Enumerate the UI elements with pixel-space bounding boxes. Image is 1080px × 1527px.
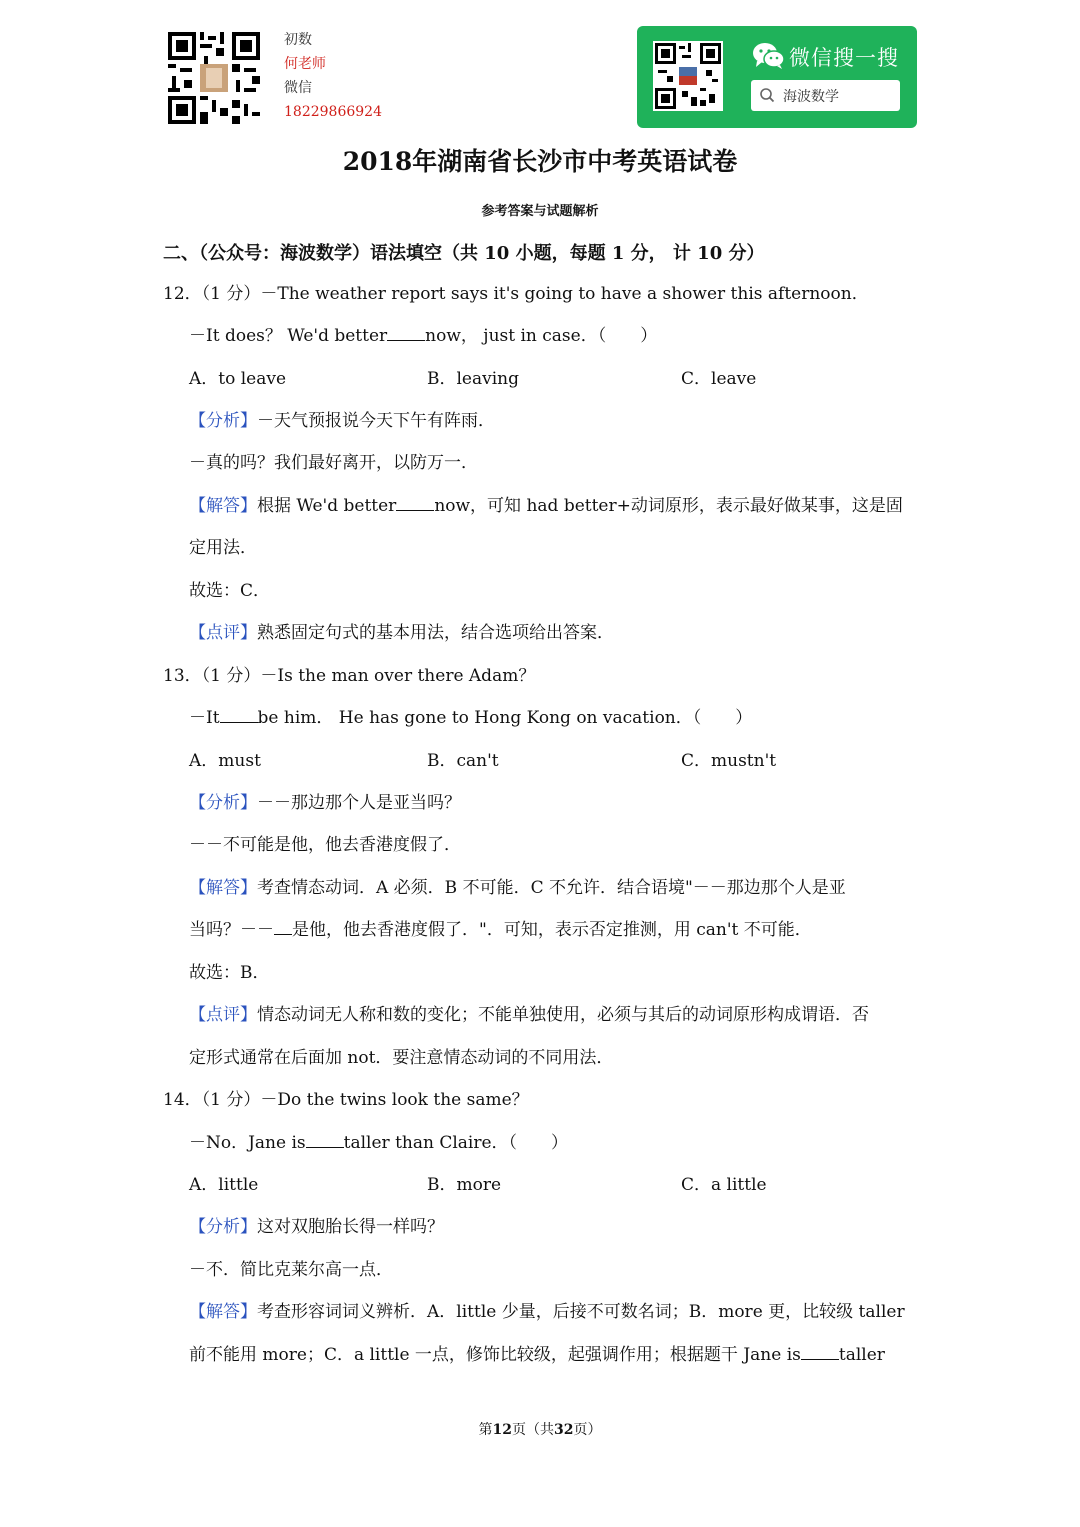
q12-dialogue-part1: －It does？ We'd better — [189, 326, 388, 346]
q13-dialogue — [189, 706, 752, 730]
q12-dialogue — [189, 324, 657, 348]
answer-tag: 【解答】 — [189, 878, 257, 898]
footer-mid: 页（共 — [512, 1422, 554, 1438]
q13-answer-part2: 是他，他去香港度假了．"．可知，表示否定推测，用 can't 不可能． — [292, 920, 812, 940]
q12-comment-text: 熟悉固定句式的基本用法，结合选项给出答案． — [257, 623, 614, 643]
q12-option-b: B．leaving — [427, 369, 519, 389]
q12-answer-line2: 定用法． — [189, 538, 257, 558]
q14-option-c: C．a little — [681, 1175, 767, 1195]
q14-answer — [189, 1300, 905, 1324]
q13-comment-text: 情态动词无人称和数的变化；不能单独使用，必须与其后的动词原形构成谓语．否 — [257, 1005, 869, 1025]
page-title: 2018年湖南省长沙市中考英语试卷 — [342, 147, 738, 176]
footer-page-number: 12 — [492, 1422, 512, 1438]
q13-answer-text: 考查情态动词．A 必须．B 不可能．C 不允许．结合语境"－－那边那个人是亚 — [257, 878, 846, 898]
q13-answer — [189, 876, 846, 900]
contact-line-teacher: 何老师 — [284, 56, 326, 72]
q13-choice: 故选：B． — [189, 963, 270, 983]
analysis-tag: 【分析】 — [189, 411, 257, 431]
page-subtitle: 参考答案与试题解析 — [481, 204, 599, 219]
answer-tag: 【解答】 — [189, 1302, 257, 1322]
wechat-search-box[interactable] — [751, 80, 900, 111]
q14-dialogue — [189, 1131, 568, 1155]
q13-dialogue-part1: －It — [189, 708, 220, 728]
q14-answer-text: 考查形容词词义辨析．A．little 少量，后接不可数名词；B．more 更，比较级 taller — [257, 1302, 905, 1322]
q14-answer-part2: taller — [838, 1345, 885, 1365]
q14-stem: 14．（1 分）－Do the twins look the same？ — [163, 1090, 529, 1110]
q13-dialogue-part2: be him． He has gone to Hong Kong on vacation．（ ） — [257, 708, 753, 728]
contact-line-wechat: 微信 — [284, 80, 312, 96]
q13-comment — [189, 1003, 869, 1027]
q12-option-c: C．leave — [681, 369, 757, 389]
q12-answer-part1: 根据 We'd better — [257, 496, 397, 516]
answer-blank — [274, 918, 292, 935]
q12-answer-part2: now，可知 had better+动词原形，表示最好做某事，这是固 — [434, 496, 903, 516]
wechat-qr-icon — [653, 41, 723, 111]
answer-blank — [306, 1131, 344, 1148]
q13-answer-line2 — [189, 918, 812, 942]
q13-stem: 13．（1 分）－Is the man over there Adam？ — [163, 666, 536, 686]
q12-option-a: A．to leave — [189, 369, 287, 389]
footer-post: 页） — [573, 1422, 602, 1438]
answer-tag: 【解答】 — [189, 496, 257, 516]
q13-option-c: C．mustn't — [681, 751, 777, 771]
q14-answer-part1: 前不能用 more；C．a little 一点，修饰比较级，起强调作用；根据题干 Jane is — [189, 1345, 801, 1365]
footer-pre: 第 — [478, 1422, 493, 1438]
q14-option-b: B．more — [427, 1175, 502, 1195]
footer-total-pages: 32 — [554, 1422, 574, 1438]
q14-dialogue-part1: －No．Jane is — [189, 1133, 306, 1153]
q13-option-a: A．must — [189, 751, 261, 771]
q12-answer — [189, 494, 903, 518]
q14-option-a: A．little — [189, 1175, 259, 1195]
section-heading: 二、（公众号：海波数学）语法填空（共 10 小题，每题 1 分， 计 10 分） — [163, 243, 765, 264]
contact-phone: 18229866924 — [284, 104, 382, 120]
wechat-search-card — [637, 26, 917, 128]
q13-analysis-text: －－那边那个人是亚当吗？ — [257, 793, 461, 813]
contact-line-subject: 初数 — [284, 32, 312, 48]
q12-dialogue-part2: now， just in case．（ ） — [425, 326, 658, 346]
answer-blank — [220, 706, 258, 723]
q13-answer-part1: 当吗？－－ — [189, 920, 274, 940]
q14-answer-line2 — [189, 1343, 885, 1367]
analysis-tag: 【分析】 — [189, 793, 257, 813]
q12-stem: 12．（1 分）－The weather report says it's going to have a shower this afternoon． — [163, 284, 869, 304]
wechat-search-title: 微信搜一搜 — [789, 46, 899, 70]
q13-comment-line2: 定形式通常在后面加 not．要注意情态动词的不同用法． — [189, 1048, 614, 1068]
page-footer — [0, 1419, 1080, 1439]
q13-analysis-line2: －－不可能是他，他去香港度假了． — [189, 835, 461, 855]
q14-analysis-text: 这对双胞胎长得一样吗？ — [257, 1217, 444, 1237]
wechat-logo-icon — [752, 42, 786, 74]
comment-tag: 【点评】 — [189, 1005, 257, 1025]
q12-analysis — [189, 409, 495, 433]
answer-blank — [387, 324, 425, 341]
analysis-tag: 【分析】 — [189, 1217, 257, 1237]
answer-blank — [396, 494, 434, 511]
q12-comment — [189, 621, 614, 645]
q12-analysis-text: －天气预报说今天下午有阵雨． — [257, 411, 495, 431]
contact-info — [284, 28, 382, 124]
q14-dialogue-part2: taller than Claire．（ ） — [343, 1133, 569, 1153]
search-icon — [759, 87, 775, 107]
q14-analysis — [189, 1215, 444, 1239]
q12-choice: 故选：C． — [189, 581, 271, 601]
comment-tag: 【点评】 — [189, 623, 257, 643]
answer-blank — [801, 1343, 839, 1360]
q12-analysis-line2: －真的吗？我们最好离开，以防万一． — [189, 453, 478, 473]
qr-code-image — [168, 32, 260, 124]
q13-analysis — [189, 791, 461, 815]
q14-analysis-line2: －不．简比克莱尔高一点． — [189, 1260, 393, 1280]
q13-option-b: B．can't — [427, 751, 499, 771]
wechat-search-text: 海波数学 — [783, 89, 839, 105]
